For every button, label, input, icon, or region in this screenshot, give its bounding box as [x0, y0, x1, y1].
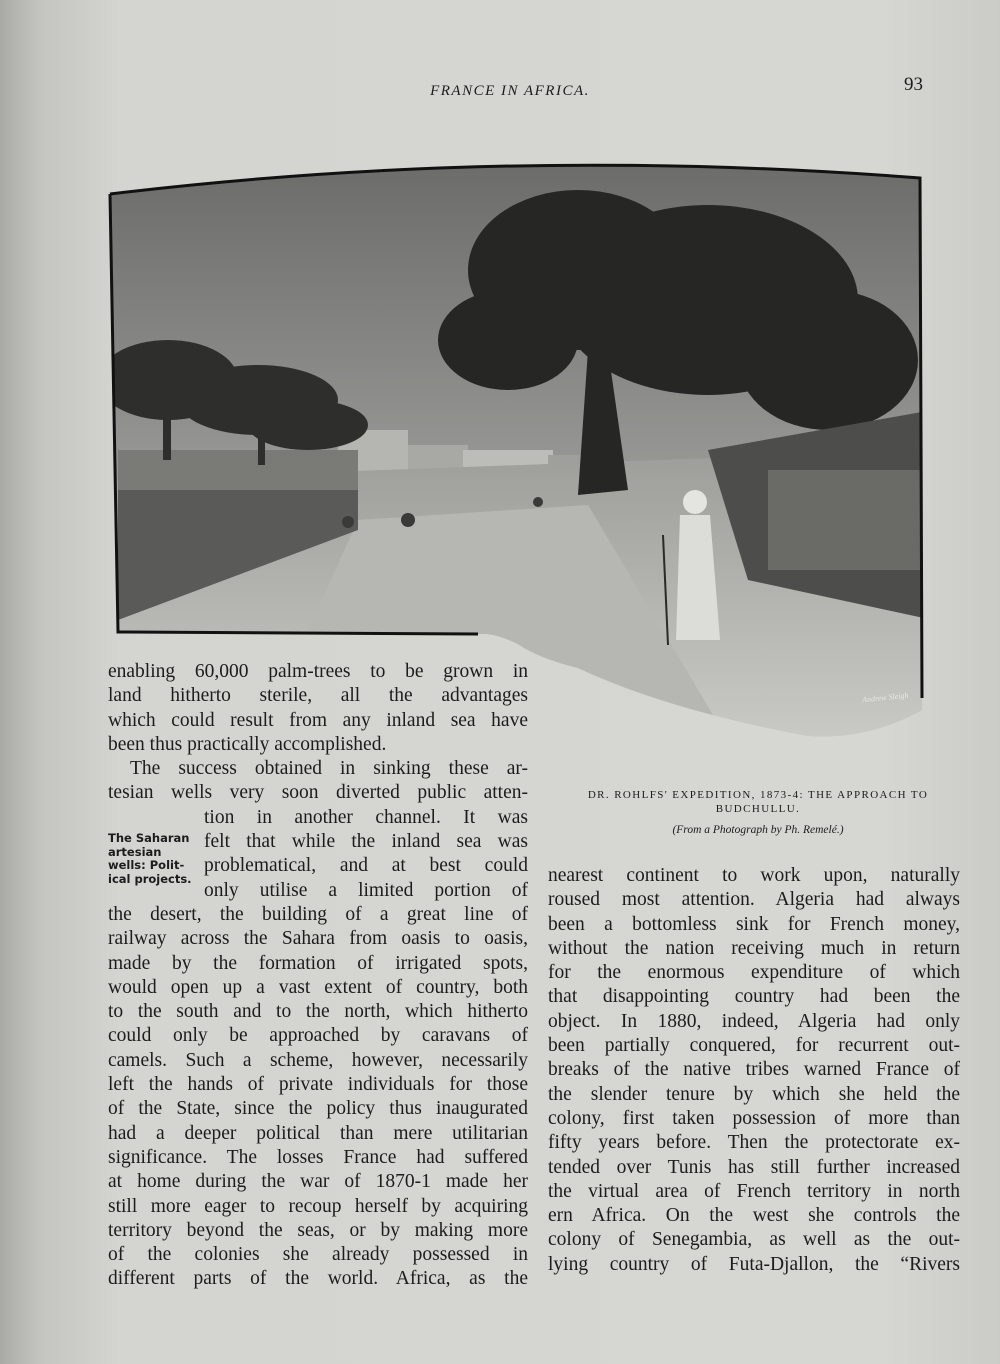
text-line: land hitherto sterile, all the advantages — [108, 685, 528, 707]
text-line: object. In 1880, indeed, Algeria had only — [548, 1010, 960, 1032]
text-line: problematical, and at best could — [204, 855, 528, 877]
text-line: breaks of the native tribes warned France of — [548, 1059, 960, 1081]
right-text-column — [548, 864, 960, 1277]
text-line: that disappointing country had been the — [548, 986, 960, 1008]
text-line: tended over Tunis has still further increased — [548, 1156, 960, 1178]
text-line: which could result from any inland sea have — [108, 709, 528, 731]
text-line: The success obtained in sinking these ar- — [130, 758, 528, 780]
text-line: railway across the Sahara from oasis to oasis, — [108, 928, 528, 950]
text-line: made by the formation of irrigated spots, — [108, 952, 528, 974]
sidenote-line: ical projects. — [108, 871, 192, 886]
text-line: for the enormous expenditure of which — [548, 962, 960, 984]
text-line: tion in another channel. It was — [204, 806, 528, 828]
text-line: had a deeper political than mere utilitarian — [108, 1122, 528, 1144]
sidenote-line: The Saharan — [108, 831, 190, 845]
text-line: only utilise a limited portion of — [204, 879, 528, 901]
text-line: significance. The losses France had suffered — [108, 1146, 528, 1168]
text-line: lying country of Futa-Djallon, the “Rivers — [548, 1253, 960, 1275]
running-title: FRANCE IN AFRICA. — [430, 83, 590, 99]
text-line: without the nation receiving much in return — [548, 937, 960, 959]
caption-credit: (From a Photograph by Ph. Remelé.) — [672, 824, 844, 836]
text-line: still more eager to recoup herself by acquiring — [108, 1195, 528, 1217]
caption-title: DR. ROHLFS' EXPEDITION, 1873-4: THE APPROACH TO BUDCHULLU. — [587, 789, 929, 815]
engraving-illustration — [108, 150, 933, 740]
page-number: 93 — [904, 74, 923, 95]
text-line: colony, first taken possession of more than — [548, 1107, 960, 1129]
text-line: been a bottomless sink for French money, — [548, 913, 960, 935]
margin-sidenote — [108, 832, 204, 886]
text-line: of the colonies she already possessed in — [108, 1244, 528, 1266]
text-line: felt that while the inland sea was — [204, 831, 528, 853]
text-line: to the south and to the north, which hitherto — [108, 1001, 528, 1023]
text-line: the desert, the building of a great line of — [108, 903, 528, 925]
text-line: been partially conquered, for recurrent out- — [548, 1035, 960, 1057]
sidenote-line: wells: Polit- — [108, 858, 185, 872]
text-line: would open up a vast extent of country, both — [108, 976, 528, 998]
illustration-caption — [548, 788, 968, 836]
text-line: enabling 60,000 palm-trees to be grown in — [108, 661, 528, 682]
text-line: nearest continent to work upon, naturally — [548, 865, 960, 886]
text-line: tesian wells very soon diverted public atten- — [108, 782, 528, 804]
text-line: different parts of the world. Africa, as the — [108, 1268, 528, 1290]
text-line: at home during the war of 1870-1 made her — [108, 1171, 528, 1193]
text-line: the virtual area of French territory in north — [548, 1180, 960, 1202]
left-text-column — [108, 660, 528, 1292]
text-line: of the State, since the policy thus inaugurated — [108, 1098, 528, 1120]
text-line: been thus practically accomplished. — [108, 733, 387, 755]
text-line: colony of Senegambia, as well as the out- — [548, 1229, 960, 1251]
text-line: left the hands of private individuals for those — [108, 1074, 528, 1096]
text-line: camels. Such a scheme, however, necessarily — [108, 1049, 528, 1071]
text-line: the slender tenure by which she held the — [548, 1083, 960, 1105]
engraver-signature: Andrew Sleigh — [861, 690, 909, 705]
text-line: roused most attention. Algeria had always — [548, 889, 960, 911]
text-line: fifty years before. Then the protectorate ex- — [548, 1132, 960, 1154]
text-line: could only be approached by caravans of — [108, 1025, 528, 1047]
sidenote-line: artesian — [108, 844, 162, 859]
text-line: ern Africa. On the west she controls the — [548, 1205, 960, 1227]
text-line: territory beyond the seas, or by making more — [108, 1219, 528, 1241]
